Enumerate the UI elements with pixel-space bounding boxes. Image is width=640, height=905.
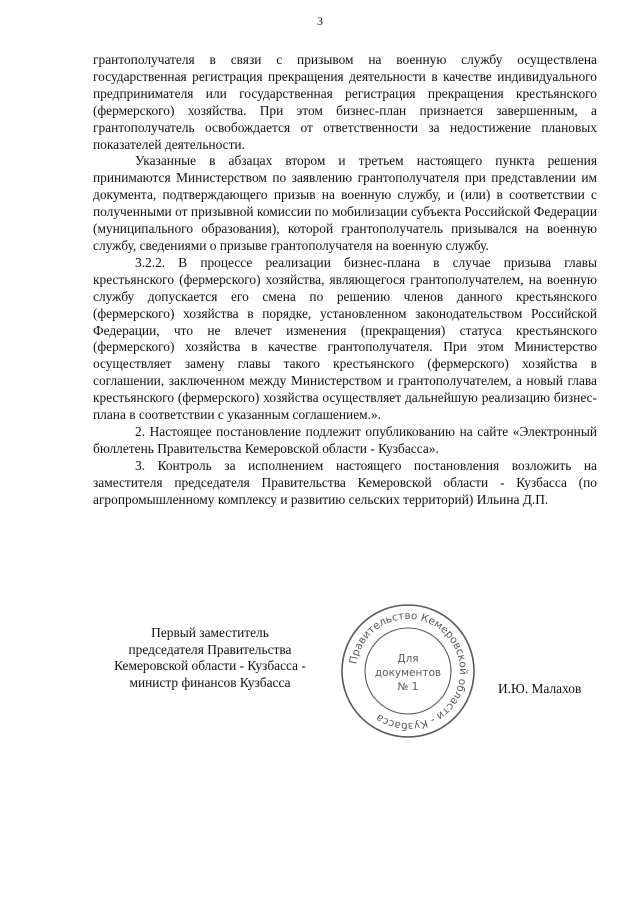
paragraph-continuation: грантополучателя в связи с призывом на военную службу осуществлена государственная регистрация прекращения деятельности в качестве индивидуального предпринимателя или государственная регистрация прекращения крестьянского (фермерского) хозяйства. При этом бизнес-план признается завершенным, а грантополучатель освобождается от ответственности за недостижение плановых показателей деятельности.: [93, 52, 597, 152]
signer-name: И.Ю. Малахов: [498, 681, 582, 696]
signer-position-line: Первый заместитель: [151, 625, 269, 640]
seal-ring-text: Правительство Кемеровской области - Кузбасса: [347, 609, 470, 733]
paragraph-publication: 2. Настоящее постановление подлежит опубликованию на сайте «Электронный бюллетень Правительства Кемеровской области - Кузбасса».: [93, 423, 597, 456]
signer-position: [110, 625, 310, 691]
seal-center-line: № 1: [397, 681, 419, 693]
official-seal: [337, 600, 479, 742]
signer-position-line: председателя Правительства: [128, 641, 292, 657]
paragraph-3-2-2: 3.2.2. В процессе реализации бизнес-плана в случае призыва главы крестьянского (фермерского) хозяйства, являющегося грантополучателем, на военную службу допускается его смена по решению членов данного крестьянского (фермерского) хозяйства в порядке, установленном законодательством Российской Федерации, что не влечет изменения (прекращения) статуса крестьянского (фермерского) хозяйства в качестве грантополучателя. При этом Министерство осуществляет замену главы такого крестьянского (фермерского) хозяйства в соглашении, заключенном между Министерством и грантополучателем, а новый глава крестьянского (фермерского) хозяйства осуществляет дальнейшую реализацию бизнес-плана в соответствии с указанным соглашением.».: [93, 254, 597, 423]
seal-center-line: документов: [374, 667, 442, 679]
signer-position-line: Кемеровской области - Кузбасса -: [114, 658, 306, 674]
signer-position-line: министр финансов Кузбасса: [129, 674, 291, 690]
document-body: [93, 52, 597, 508]
paragraph-control: 3. Контроль за исполнением настоящего постановления возложить на заместителя председателя Правительства Кемеровской области - Кузбасса (по агропромышленному комплексу и развитию сельских территорий) Ильина Д.П.: [93, 457, 597, 507]
paragraph-decisions: Указанные в абзацах втором и третьем настоящего пункта решения принимаются Министерством по заявлению грантополучателя при представлении им документа, подтверждающего призыв на военную службу, и (или) в соответствии с полученными от призывной комиссии по мобилизации субъекта Российской Федерации (муниципального образования), которой грантополучатель призывался на военную службу, сведениями о призыве грантополучателя на военную службу.: [93, 153, 597, 253]
seal-center-line: Для: [397, 653, 419, 665]
page-number: 3: [317, 14, 323, 28]
